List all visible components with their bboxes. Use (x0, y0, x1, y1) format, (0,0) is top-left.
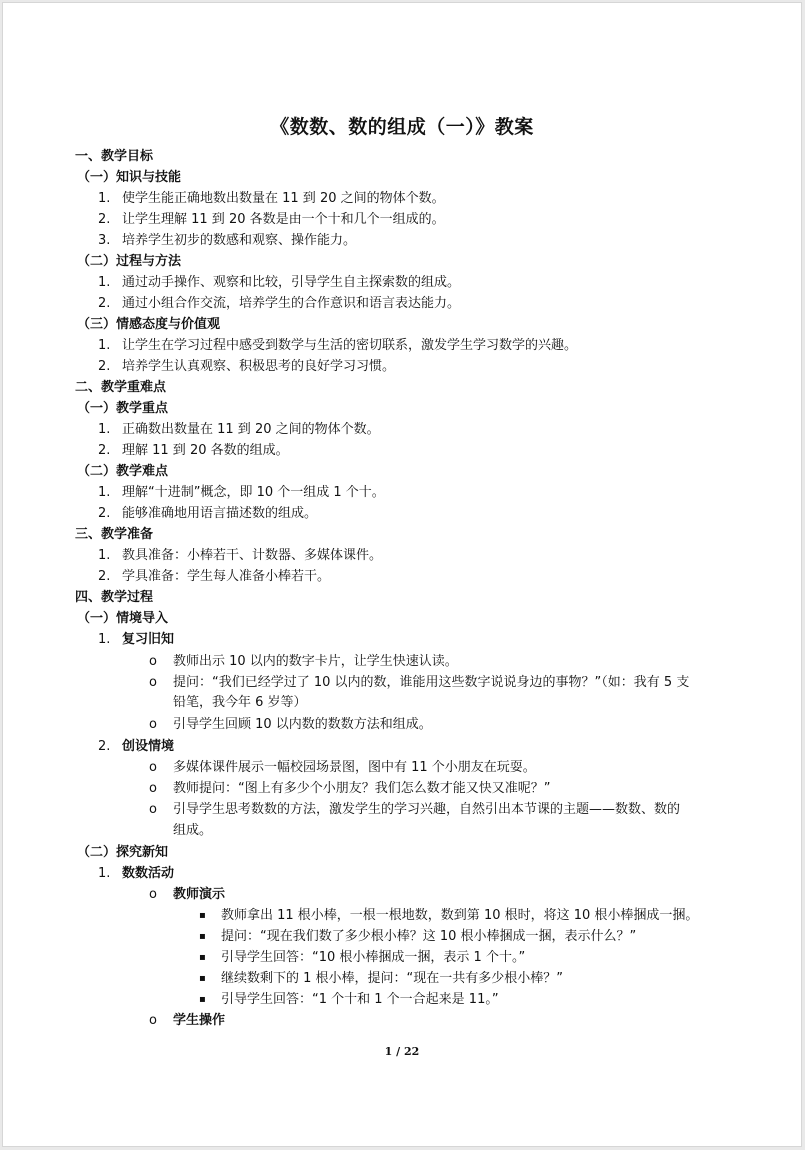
list-number: 2. (98, 212, 111, 227)
document-title: 《数数、数的组成（一）》教案 (270, 116, 534, 138)
heading-4-1: （一）情境导入 (77, 611, 169, 626)
heading-2-1: （一）教学重点 (77, 401, 169, 416)
list-item: 1. 通过动手操作、观察和比较，引导学生自主探索数的组成。 (98, 273, 460, 293)
list-number: 2. (98, 569, 111, 584)
square-bullet-item: ▪ 继续数剩下的 1 根小棒，提问：“现在一共有多少根小棒？” (199, 969, 563, 990)
list-item: 1. 教具准备：小棒若干、计数器、多媒体课件。 (98, 546, 382, 566)
square-bullet-icon: ▪ (199, 910, 206, 921)
heading-1: 一、教学目标 (75, 149, 154, 164)
bullet-item: o 提问：“我们已经学过了 10 以内的数，谁能用这些数字说说身边的事物？”（如：我有 5 支 (149, 673, 689, 693)
circle-bullet-icon: o (149, 887, 157, 902)
square-bullet-item: ▪ 引导学生回答：“10 根小棒捆成一捆，表示 1 个十。” (199, 948, 525, 969)
circle-bullet-icon: o (149, 1013, 157, 1028)
subheading: 2. 创设情境 (98, 737, 174, 757)
circle-bullet-icon: o (149, 802, 157, 817)
heading-3: 三、教学准备 (75, 527, 154, 542)
heading-1-2: （二）过程与方法 (77, 254, 182, 269)
square-bullet-icon: ▪ (199, 952, 206, 963)
bullet-item: o 引导学生回顾 10 以内数的数数方法和组成。 (149, 715, 432, 735)
list-number: 3. (98, 233, 111, 248)
bullet-item: o 教师提问：“图上有多少个小朋友？我们怎么数才能又快又准呢？” (149, 779, 550, 799)
heading-1-1: （一）知识与技能 (77, 170, 182, 185)
list-item: 2. 学具准备：学生每人准备小棒若干。 (98, 567, 330, 587)
list-item: 2. 通过小组合作交流，培养学生的合作意识和语言表达能力。 (98, 294, 460, 314)
document-page (2, 2, 802, 1147)
heading-2: 二、教学重难点 (75, 380, 167, 395)
list-number: 1. (98, 548, 111, 563)
square-bullet-icon: ▪ (199, 931, 206, 942)
bullet-item: o 学生操作 (149, 1011, 225, 1031)
page-number: 1 / 22 (384, 1045, 420, 1058)
list-item: 2. 能够准确地用语言描述数的组成。 (98, 504, 317, 524)
list-number: 2. (98, 739, 111, 754)
heading-4: 四、教学过程 (75, 590, 154, 605)
list-number: 1. (98, 275, 111, 290)
subheading: 1. 数数活动 (98, 864, 174, 884)
list-item: 2. 培养学生认真观察、积极思考的良好学习习惯。 (98, 357, 395, 377)
bullet-item: o 教师演示 (149, 885, 225, 905)
list-item: 1. 使学生能正确地数出数量在 11 到 20 之间的物体个数。 (98, 189, 445, 209)
list-item: 3. 培养学生初步的数感和观察、操作能力。 (98, 231, 356, 251)
list-number: 1. (98, 632, 111, 647)
list-number: 1. (98, 485, 111, 500)
bullet-item: o 引导学生思考数数的方法，激发学生的学习兴趣，自然引出本节课的主题——数数、数的 (149, 800, 680, 820)
list-number: 1. (98, 866, 111, 881)
square-bullet-icon: ▪ (199, 994, 206, 1005)
list-item: 2. 理解 11 到 20 各数的组成。 (98, 441, 289, 461)
list-item: 1. 理解“十进制”概念，即 10 个一组成 1 个十。 (98, 483, 385, 503)
square-bullet-item: ▪ 提问：“现在我们数了多少根小棒？这 10 根小棒捆成一捆，表示什么？” (199, 927, 636, 948)
square-bullet-item: ▪ 教师拿出 11 根小棒，一根一根地数，数到第 10 根时，将这 10 根小棒捆成一捆。 (199, 906, 698, 927)
bullet-item-continuation: 组成。 (173, 823, 213, 838)
bullet-item-continuation: 铅笔，我今年 6 岁等） (173, 695, 307, 710)
subheading: 1. 复习旧知 (98, 630, 174, 650)
list-number: 2. (98, 296, 111, 311)
bullet-item: o 多媒体课件展示一幅校园场景图，图中有 11 个小朋友在玩耍。 (149, 758, 536, 778)
list-item: 2. 让学生理解 11 到 20 各数是由一个十和几个一组成的。 (98, 210, 445, 230)
list-number: 2. (98, 443, 111, 458)
list-number: 1. (98, 422, 111, 437)
list-number: 2. (98, 506, 111, 521)
list-number: 1. (98, 191, 111, 206)
circle-bullet-icon: o (149, 781, 157, 796)
list-item: 1. 正确数出数量在 11 到 20 之间的物体个数。 (98, 420, 380, 440)
list-number: 2. (98, 359, 111, 374)
heading-2-2: （二）教学难点 (77, 464, 169, 479)
square-bullet-item: ▪ 引导学生回答：“1 个十和 1 个一合起来是 11。” (199, 990, 499, 1011)
bullet-item: o 教师出示 10 以内的数字卡片，让学生快速认读。 (149, 652, 458, 672)
circle-bullet-icon: o (149, 654, 157, 669)
list-item: 1. 让学生在学习过程中感受到数学与生活的密切联系，激发学生学习数学的兴趣。 (98, 336, 577, 356)
square-bullet-icon: ▪ (199, 973, 206, 984)
circle-bullet-icon: o (149, 760, 157, 775)
list-number: 1. (98, 338, 111, 353)
circle-bullet-icon: o (149, 675, 157, 690)
heading-4-2: （二）探究新知 (77, 845, 169, 860)
heading-1-3: （三）情感态度与价值观 (77, 317, 221, 332)
circle-bullet-icon: o (149, 717, 157, 732)
